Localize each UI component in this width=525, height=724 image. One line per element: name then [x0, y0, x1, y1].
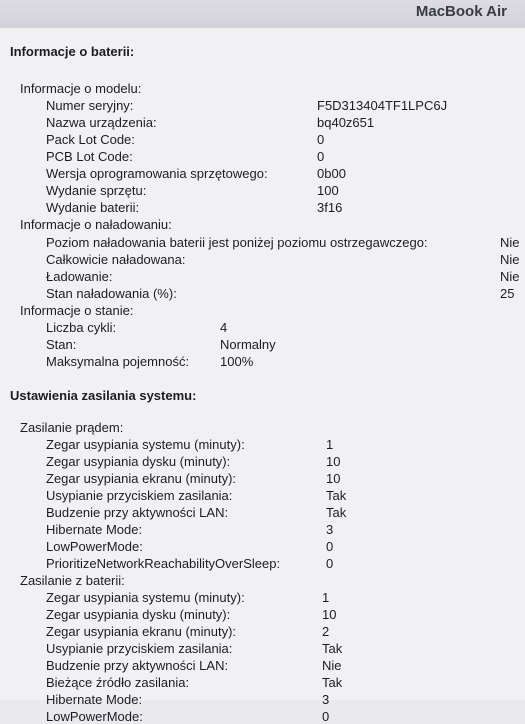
hardware-revision-value: 100 — [317, 183, 339, 198]
state-of-charge-value: 25 — [500, 286, 515, 301]
battery-info-title: Informacje o baterii: — [10, 44, 135, 59]
ac-hibernate-mode-value: 3 — [326, 522, 334, 537]
serial-number-label: Numer seryjny: — [46, 98, 134, 113]
batt-display-sleep-label: Zegar usypiania ekranu (minuty): — [46, 624, 237, 639]
batt-current-power-source-value: Tak — [322, 675, 343, 690]
batt-sleep-on-power-button-value: Tak — [322, 641, 343, 656]
ac-power-label: Zasilanie prądem: — [20, 420, 124, 435]
ac-system-sleep-value: 1 — [326, 437, 334, 452]
batt-system-sleep-value: 1 — [322, 590, 330, 605]
hardware-revision-label: Wydanie sprzętu: — [46, 183, 147, 198]
batt-wake-on-lan-label: Budzenie przy aktywności LAN: — [46, 658, 229, 673]
batt-display-sleep-value: 2 — [322, 624, 330, 639]
batt-low-power-mode-value: 0 — [322, 709, 330, 724]
firmware-version-label: Wersja oprogramowania sprzętowego: — [46, 166, 268, 181]
ac-prioritize-network-label: PrioritizeNetworkReachabilityOverSleep: — [46, 556, 281, 571]
batt-current-power-source-label: Bieżące źródło zasilania: — [46, 675, 190, 690]
ac-sleep-on-power-button-label: Usypianie przyciskiem zasilania: — [46, 488, 233, 503]
power-settings-title: Ustawienia zasilania systemu: — [10, 388, 197, 403]
batt-disk-sleep-label: Zegar usypiania dysku (minuty): — [46, 607, 231, 622]
battery-power-label: Zasilanie z baterii: — [20, 573, 125, 588]
pcb-lot-code-value: 0 — [317, 149, 325, 164]
state-of-charge-label: Stan naładowania (%): — [46, 286, 177, 301]
max-capacity-label: Maksymalna pojemność: — [46, 354, 190, 369]
pack-lot-code-value: 0 — [317, 132, 325, 147]
ac-wake-on-lan-value: Tak — [326, 505, 347, 520]
device-name-label: Nazwa urządzenia: — [46, 115, 157, 130]
ac-display-sleep-label: Zegar usypiania ekranu (minuty): — [46, 471, 237, 486]
cycle-count-value: 4 — [220, 320, 228, 335]
ac-disk-sleep-value: 10 — [326, 454, 341, 469]
charging-value: Nie — [500, 269, 520, 284]
condition-label: Stan: — [46, 337, 77, 352]
ac-hibernate-mode-label: Hibernate Mode: — [46, 522, 143, 537]
model-info-label: Informacje o modelu: — [20, 81, 142, 96]
firmware-version-value: 0b00 — [317, 166, 346, 181]
ac-display-sleep-value: 10 — [326, 471, 341, 486]
batt-low-power-mode-label: LowPowerMode: — [46, 709, 143, 724]
health-info-label: Informacje o stanie: — [20, 303, 134, 318]
title-bar — [0, 0, 525, 28]
batt-hibernate-mode-value: 3 — [322, 692, 330, 707]
ac-disk-sleep-label: Zegar usypiania dysku (minuty): — [46, 454, 231, 469]
batt-sleep-on-power-button-label: Usypianie przyciskiem zasilania: — [46, 641, 233, 656]
battery-revision-label: Wydanie baterii: — [46, 200, 140, 215]
ac-prioritize-network-value: 0 — [326, 556, 334, 571]
window-title: MacBook Air — [415, 3, 507, 20]
batt-system-sleep-label: Zegar usypiania systemu (minuty): — [46, 590, 245, 605]
charging-label: Ładowanie: — [46, 269, 113, 284]
device-name-value: bq40z651 — [317, 115, 375, 130]
below-warning-level-value: Nie — [500, 235, 520, 250]
cycle-count-label: Liczba cykli: — [46, 320, 117, 335]
batt-wake-on-lan-value: Nie — [322, 658, 342, 673]
fully-charged-label: Całkowicie naładowana: — [46, 252, 186, 267]
battery-revision-value: 3f16 — [317, 200, 343, 215]
max-capacity-value: 100% — [220, 354, 254, 369]
ac-low-power-mode-value: 0 — [326, 539, 334, 554]
condition-value: Normalny — [220, 337, 276, 352]
below-warning-level-label: Poziom naładowania baterii jest poniżej poziomu ostrzegawczego: — [46, 235, 428, 250]
fully-charged-value: Nie — [500, 252, 520, 267]
pcb-lot-code-label: PCB Lot Code: — [46, 149, 133, 164]
batt-disk-sleep-value: 10 — [322, 607, 337, 622]
ac-system-sleep-label: Zegar usypiania systemu (minuty): — [46, 437, 245, 452]
system-report-content[interactable] — [0, 28, 525, 724]
ac-wake-on-lan-label: Budzenie przy aktywności LAN: — [46, 505, 229, 520]
batt-hibernate-mode-label: Hibernate Mode: — [46, 692, 143, 707]
serial-number-value: F5D313404TF1LPC6J — [317, 98, 448, 113]
ac-low-power-mode-label: LowPowerMode: — [46, 539, 143, 554]
charge-info-label: Informacje o naładowaniu: — [20, 217, 172, 232]
pack-lot-code-label: Pack Lot Code: — [46, 132, 135, 147]
ac-sleep-on-power-button-value: Tak — [326, 488, 347, 503]
